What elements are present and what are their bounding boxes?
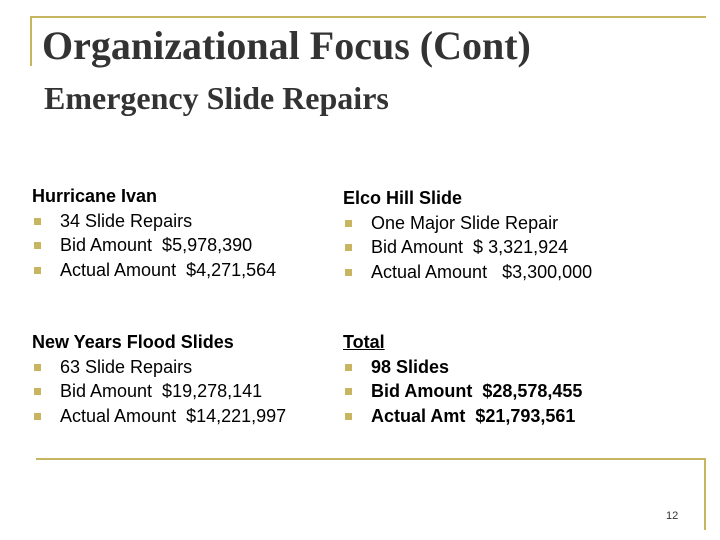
list-item (343, 211, 592, 236)
square-bullet-icon (34, 388, 41, 395)
new-years-list (32, 355, 286, 429)
list-item-text: 98 Slides (371, 356, 450, 377)
slide-subtitle: Emergency Slide Repairs (44, 80, 389, 116)
square-bullet-icon (34, 413, 41, 420)
bottom-divider (36, 458, 706, 460)
hurricane-ivan-heading: Hurricane Ivan (32, 186, 158, 206)
square-bullet-icon (345, 244, 352, 251)
list-item (343, 260, 592, 285)
square-bullet-icon (345, 388, 352, 395)
total-heading: Total (343, 332, 385, 352)
square-bullet-icon (345, 220, 352, 227)
list-item (343, 379, 582, 404)
new-years-heading: New Years Flood Slides (32, 332, 234, 352)
list-item (343, 235, 592, 260)
list-item (343, 404, 582, 429)
square-bullet-icon (345, 364, 352, 371)
hurricane-ivan-list (32, 209, 276, 283)
left-divider (30, 16, 32, 66)
total-list (343, 355, 582, 429)
square-bullet-icon (34, 218, 41, 225)
total-block (343, 330, 582, 428)
list-item-text: Actual Amount $14,221,997 (60, 405, 287, 426)
elco-hill-list (343, 211, 592, 285)
square-bullet-icon (34, 267, 41, 274)
elco-hill-block (343, 186, 592, 284)
list-item (32, 379, 286, 404)
list-item (32, 233, 276, 258)
list-item (343, 355, 582, 380)
list-item-text: Actual Amount $4,271,564 (60, 259, 277, 280)
list-item-text: Actual Amt $21,793,561 (371, 405, 576, 426)
right-divider (704, 458, 706, 530)
square-bullet-icon (34, 242, 41, 249)
list-item-text: Bid Amount $28,578,455 (371, 381, 583, 401)
list-item-text: Bid Amount $5,978,390 (60, 235, 253, 255)
list-item-text: Bid Amount $ 3,321,924 (371, 237, 569, 257)
top-divider (30, 16, 706, 18)
list-item (32, 404, 286, 429)
slide-title: Organizational Focus (Cont) (42, 23, 531, 68)
list-item (32, 209, 276, 234)
list-item (32, 355, 286, 380)
list-item-text: 34 Slide Repairs (60, 210, 193, 231)
list-item-text: One Major Slide Repair (371, 212, 559, 233)
list-item-text: Actual Amount $3,300,000 (371, 261, 593, 282)
list-item-text: Bid Amount $19,278,141 (60, 381, 263, 401)
list-item (32, 258, 276, 283)
square-bullet-icon (34, 364, 41, 371)
square-bullet-icon (345, 269, 352, 276)
hurricane-ivan-block (32, 184, 276, 282)
new-years-block (32, 330, 286, 428)
elco-hill-heading: Elco Hill Slide (343, 188, 463, 208)
list-item-text: 63 Slide Repairs (60, 356, 193, 377)
page-number: 12 (666, 510, 679, 522)
square-bullet-icon (345, 413, 352, 420)
